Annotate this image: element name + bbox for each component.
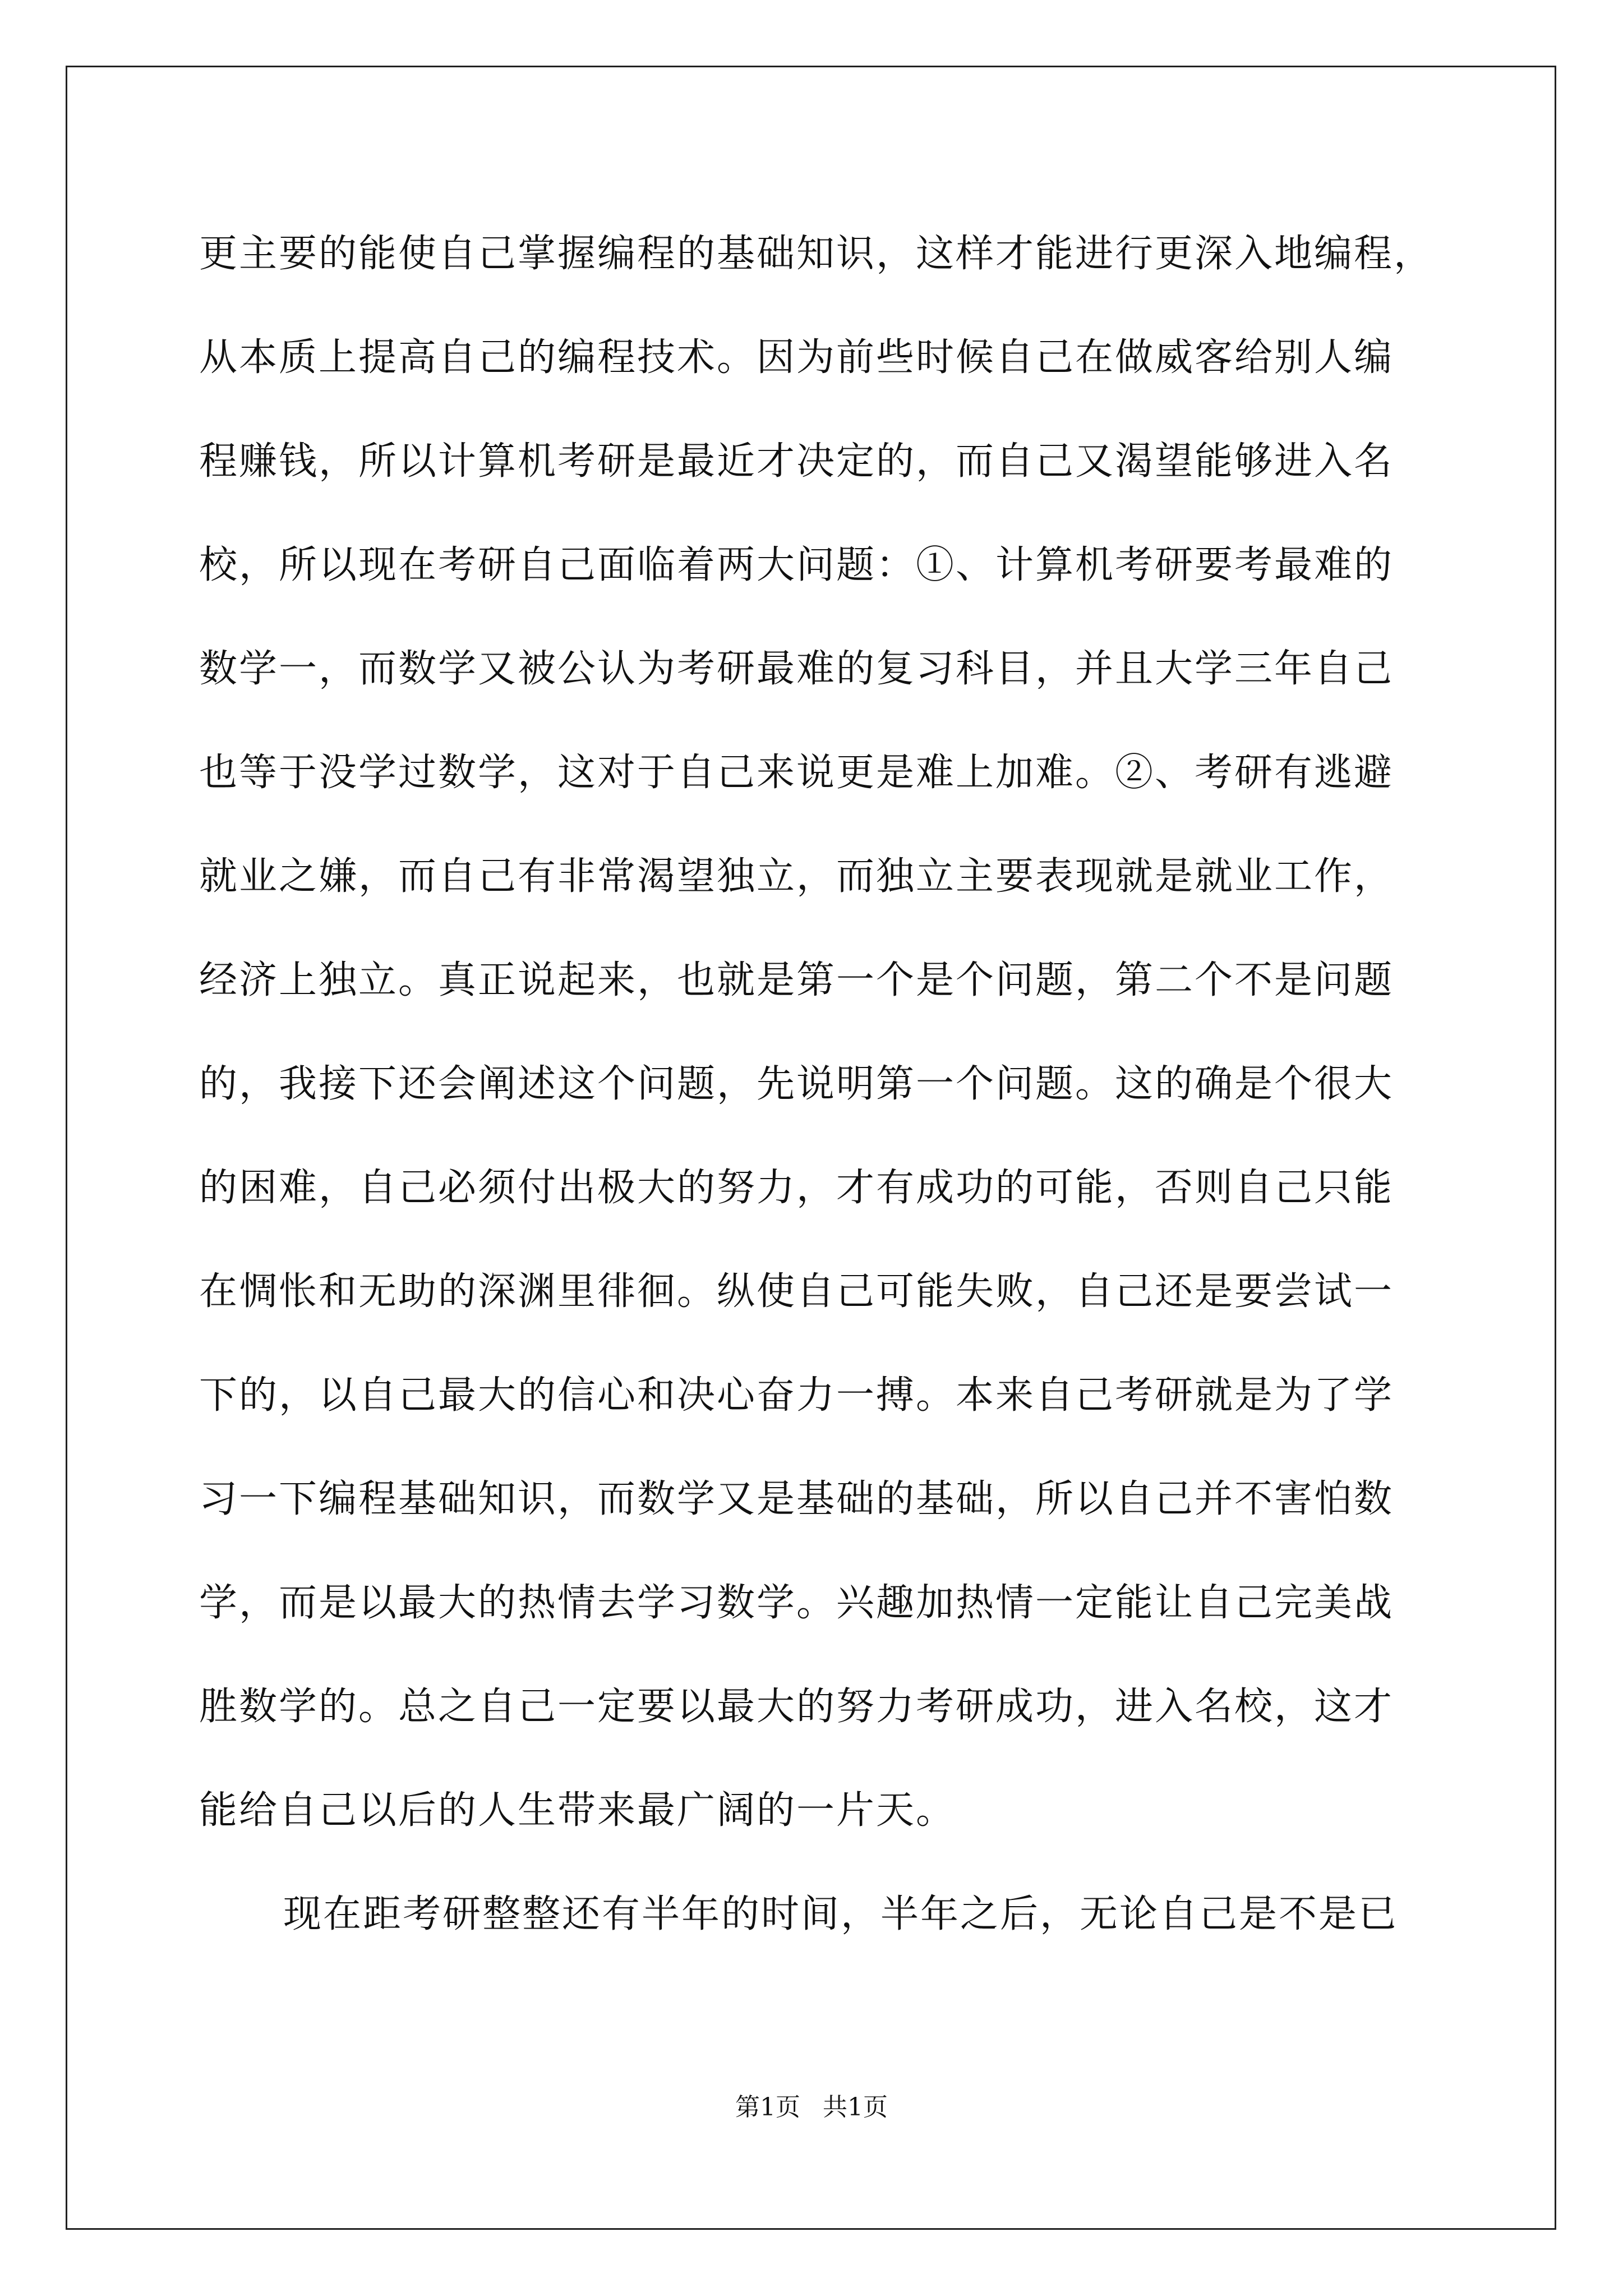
text-line: 习一下编程基础知识，而数学又是基础的基础，所以自己并不害怕数 — [199, 1477, 1394, 1521]
text-line: 程赚钱，所以计算机考研是最近才决定的，而自己又渴望能够进入名 — [199, 439, 1394, 484]
text-line: 胜数学的。总之自己一定要以最大的努力考研成功，进入名校，这才 — [199, 1685, 1394, 1729]
text-line: 校，所以现在考研自己面临着两大问题：①、计算机考研要考最难的 — [199, 543, 1394, 587]
text-line: 更主要的能使自己掌握编程的基础知识，这样才能进行更深入地编程， — [199, 232, 1434, 276]
text-line: 从本质上提高自己的编程技术。因为前些时候自己在做威客给别人编 — [199, 335, 1394, 380]
page-number: 第1页 — [735, 2093, 800, 2122]
text-line: 就业之嫌，而自己有非常渴望独立，而独立主要表现就是就业工作， — [199, 854, 1394, 899]
text-line: 学，而是以最大的热情去学习数学。兴趣加热情一定能让自己完美战 — [199, 1581, 1394, 1625]
page-footer — [0, 2087, 1623, 2123]
text-line: 数学一，而数学又被公认为考研最难的复习科目，并且大学三年自己 — [199, 647, 1394, 691]
text-line: 下的，以自己最大的信心和决心奋力一搏。本来自己考研就是为了学 — [199, 1373, 1394, 1418]
text-line: 的，我接下还会阐述这个问题，先说明第一个问题。这的确是个很大 — [199, 1062, 1394, 1106]
document-body — [199, 202, 1434, 1966]
text-line: 能给自己以后的人生带来最广阔的一片天。 — [199, 1788, 956, 1833]
text-line: 也等于没学过数学，这对于自己来说更是难上加难。②、考研有逃避 — [199, 751, 1394, 795]
paragraph-start-line: 现在距考研整整还有半年的时间，半年之后，无论自己是不是已 — [283, 1892, 1399, 1936]
text-line: 在惆怅和无助的深渊里徘徊。纵使自己可能失败，自己还是要尝试一 — [199, 1269, 1394, 1314]
text-line: 的困难，自己必须付出极大的努力，才有成功的可能，否则自己只能 — [199, 1166, 1394, 1210]
text-line: 经济上独立。真正说起来，也就是第一个是个问题，第二个不是问题 — [199, 958, 1394, 1002]
page-total: 共1页 — [823, 2093, 888, 2122]
